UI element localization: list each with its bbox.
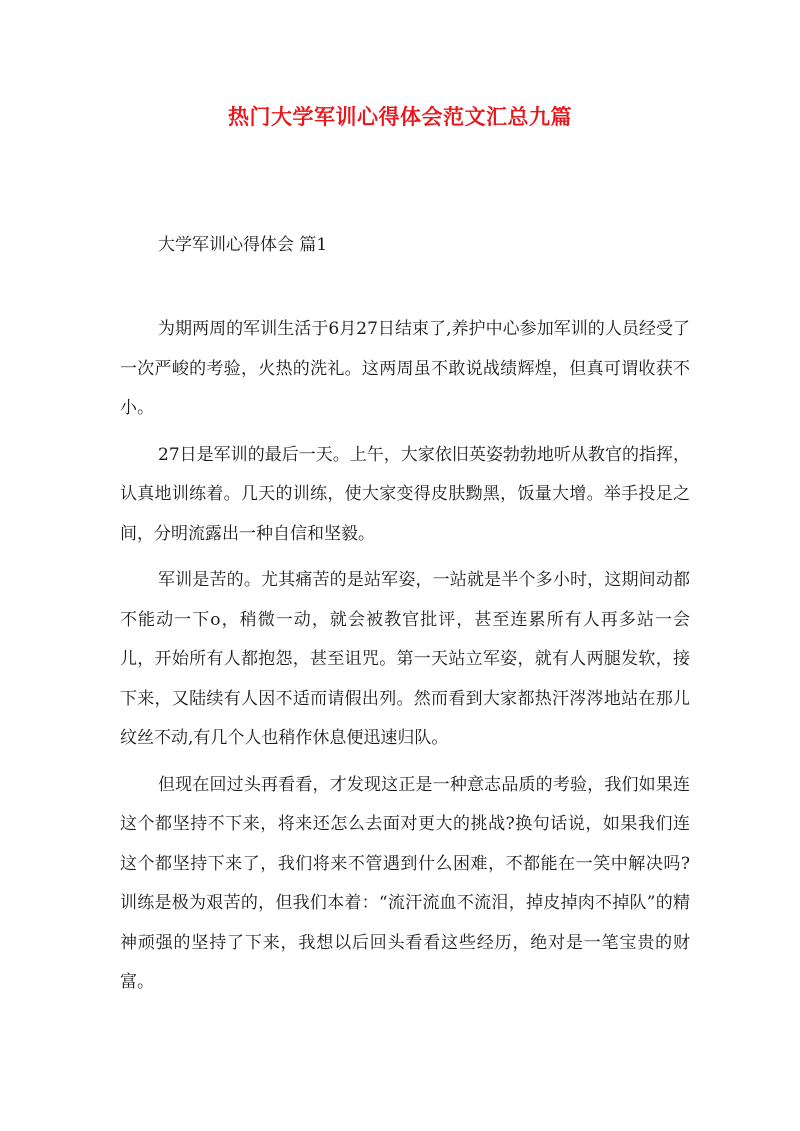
paragraph-4: 但现在回过头再看看，才发现这正是一种意志品质的考验，我们如果连这个都坚持不下来，将来还怎么去面对更大的挑战?换句话说，如果我们连这个都坚持下来了，我们将来不管遇到什么困难，不都能在一笑中解决吗?训练是极为艰苦的，但我们本着：“流汗流血不流泪，掉皮掉肉不掉队”的精神顽强的坚持了下来，我想以后回头看看这些经历，绝对是一笔宝贵的财富。 (120, 774, 690, 992)
paragraph-1: 为期两周的军训生活于6月27日结束了,养护中心参加军训的人员经受了一次严峻的考验，火热的洗礼。这两周虽不敢说战绩辉煌，但真可谓收获不小。 (120, 319, 690, 418)
section-heading: 大学军训心得体会 篇1 (158, 235, 328, 255)
document-title: 热门大学军训心得体会范文汇总九篇 (228, 104, 572, 129)
paragraph-3: 军训是苦的。尤其痛苦的是站军姿，一站就是半个多小时，这期间动都不能动一下o，稍微一动，就会被教官批评，甚至连累所有人再多站一会儿，开始所有人都抱怨，甚至诅咒。第一天站立军姿，就有人两腿发软，接下来，又陆续有人因不适而请假出列。然而看到大家都热汗涔涔地站在那儿纹丝不动,有几个人也稍作休息便迅速归队。 (120, 570, 690, 748)
paragraph-2: 27日是军训的最后一天。上午，大家依旧英姿勃勃地听从教官的指挥，认真地训练着。几天的训练，使大家变得皮肤黝黑，饭量大增。举手投足之间，分明流露出一种自信和坚毅。 (120, 444, 690, 544)
document-body (120, 310, 690, 1010)
